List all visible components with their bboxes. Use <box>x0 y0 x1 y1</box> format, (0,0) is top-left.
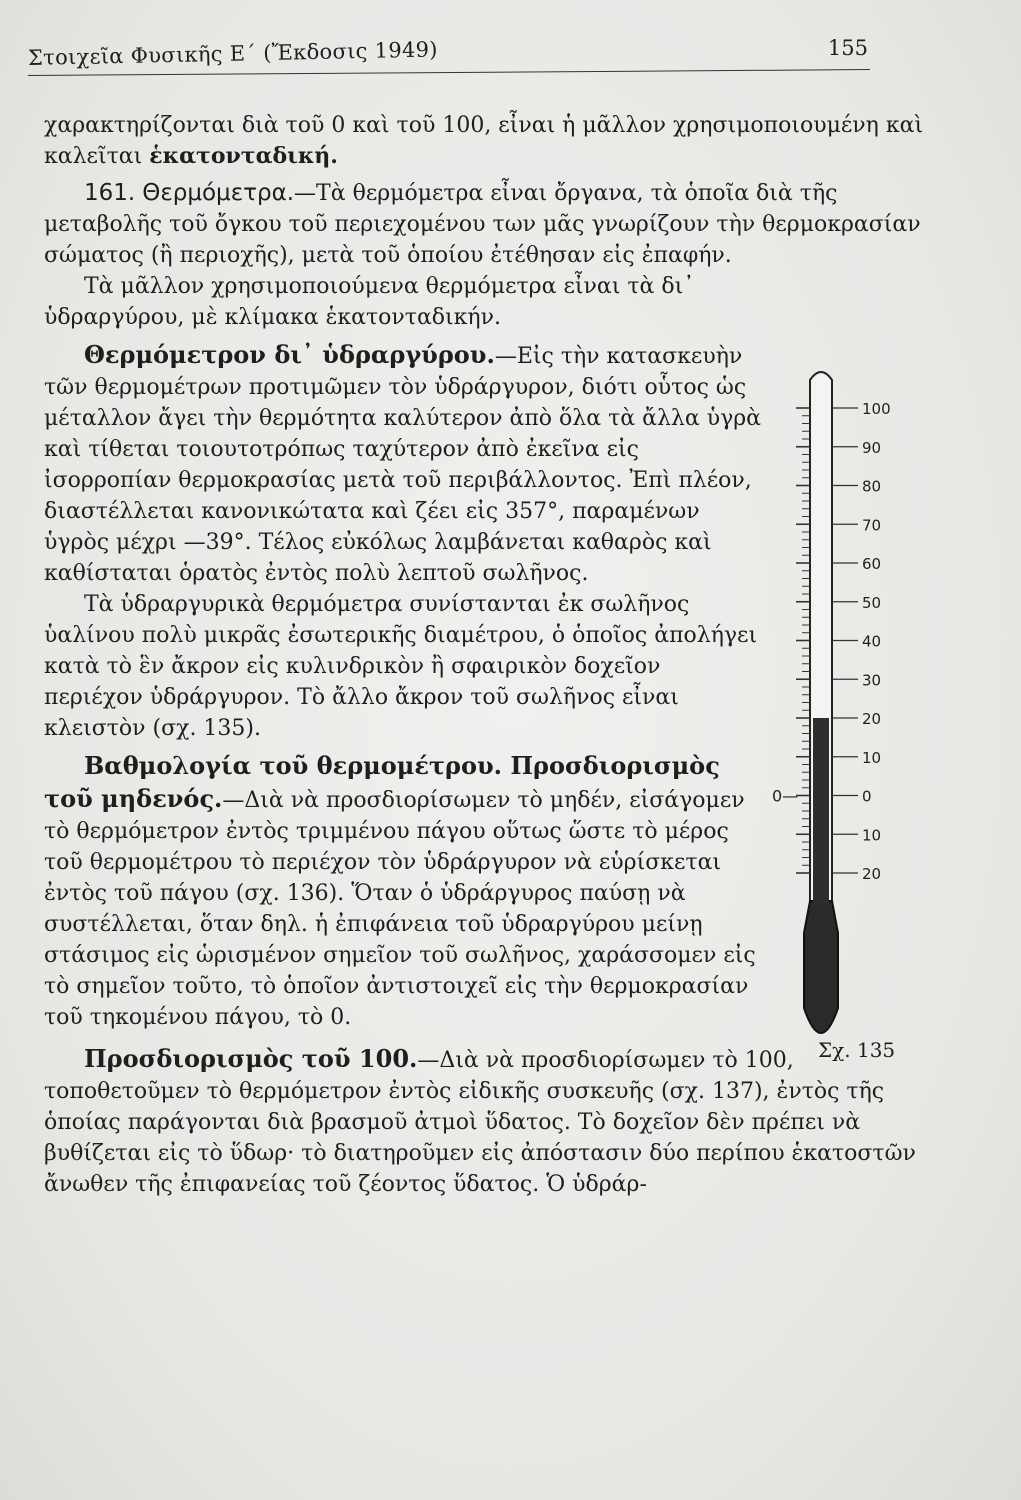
paragraph-1 <box>44 110 924 172</box>
term-hekatontadike: ἑκατονταδική. <box>149 143 338 169</box>
hundred-text: —Διὰ νὰ προσδιορίσωμεν τὸ 100, τοποθετοῦμεν τὸ θερμόμετρον ἐντὸς εἰδικῆς συσκευῆς (σχ. 137), ἐντὸς τῆς ὁποίας παράγονται διὰ βρασμοῦ ἀτμοὶ ὕδατος. Τὸ δοχεῖον δὲν πρέπει νὰ βυθίζεται εἰς τὸ ὕδωρ· τὸ διατηροῦμεν εἰς ἀπόστασιν δύο περίπου ἑκατοστῶν ἄνωθεν τῆς ἐπιφανείας τοῦ ζέοντος ὕδατος. Ὁ ὑδράρ- <box>44 1048 916 1197</box>
mercury-thermometer-paragraph <box>44 339 764 589</box>
zero-marker-label: 0— <box>772 786 799 806</box>
paragraph-2: Τὰ μᾶλλον χρησιμοποιούμενα θερμόμετρα εἶναι τὰ δι᾽ ὑδραργύρου, μὲ κλίμακα ἑκατονταδικήν. <box>44 274 695 330</box>
section-title: Θερμόμετρα. <box>142 180 295 206</box>
paragraph-1-text: χαρακτηρίζονται διὰ τοῦ 0 καὶ τοῦ 100, εἶναι ἡ μᾶλλον χρησιμοποιουμένη καὶ καλεῖται <box>44 113 924 169</box>
page-number: 155 <box>827 36 868 60</box>
zero-calibration-paragraph <box>44 750 764 1033</box>
hundred-calibration-paragraph <box>44 1043 924 1200</box>
scale-label: 20 <box>862 865 882 883</box>
scale-label: 60 <box>862 555 882 573</box>
header-title: Στοιχεῖα Φυσικῆς Ε΄ (Ἔκδοσις 1949) <box>27 37 439 70</box>
thermometer-drawing <box>772 372 891 1033</box>
mercury-column <box>813 718 829 905</box>
scale-label: 0 <box>862 787 872 806</box>
scale-label: 70 <box>862 516 882 535</box>
scale-label: 10 <box>862 826 882 845</box>
thermometer-figure <box>770 368 900 1048</box>
mercury-text: —Εἰς τὴν κατασκευὴν τῶν θερμομέτρων προτιμῶμεν τὸν ὑδράργυρον, διότι οὗτος ὡς μέταλλον ἄγει τὴν θερμότητα καλύτερον ἀπὸ ὅλα τὰ ἄλλα ὑγρὰ καὶ τίθεται τοιουτοτρόπως ταχύτερον ἀπὸ ἐκεῖνα εἰς ἰσορροπίαν θερμοκρασίας μετὰ τοῦ περιβάλλοντος. Ἐπὶ πλέον, διαστέλλεται κανονικώτατα καὶ ζέει εἰς 357°, παραμένων ὑγρὸς μέχρι —39°. Τέλος εὐκόλως λαμβάνεται καθαρὸς καὶ καθίσταται ὁρατὸς ἐντὸς πολὺ λεπτοῦ σωλῆνος. <box>44 344 762 586</box>
zero-heading: Βαθμολογία τοῦ θερμομέτρου. Προσδιορισμὸς τοῦ μηδενός. <box>44 751 720 813</box>
thermometer-bulb <box>804 901 838 1033</box>
section-161-text: —Τὰ θερμόμετρα εἶναι ὄργανα, τὰ ὁποῖα διὰ τῆς μεταβολῆς τοῦ ὄγκου τοῦ περιεχομένου των μᾶς γνωρίζουν τὴν θερμοκρασίαν σώματος (ἢ περιοχῆς), μετὰ τοῦ ὁποίου ἐτέθησαν εἰς ἐπαφήν. <box>44 181 921 268</box>
scale-label: 80 <box>862 477 882 496</box>
zero-text: —Διὰ νὰ προσδιορίσωμεν τὸ μηδέν, εἰσάγομεν τὸ θερμόμετρον ἐντὸς τριμμένου πάγου οὕτως ὥστε τὸ μέρος τοῦ θερμομέτρου τὸ περιέχον τὸν ὑδράργυρον νὰ εὑρίσκεται ἐντὸς τοῦ πάγου (σχ. 136). Ὅταν ὁ ὑδράργυρος παύσῃ νὰ συστέλλεται, ὅταν δηλ. ἡ ἐπιφάνεια τοῦ ὑδραργύρου μείνῃ στάσιμος εἰς ὡρισμένον σημεῖον τοῦ σωλῆνος, χαράσσομεν εἰς τὸ σημεῖον τοῦτο, τὸ ὁποῖον ἀντιστοιχεῖ εἰς τὴν θερμοκρασίαν τοῦ τηκομένου πάγου, τὸ 0. <box>44 788 756 1030</box>
scale-label: 50 <box>862 593 882 612</box>
scale-label: 30 <box>862 671 882 690</box>
scale-label: 100 <box>862 400 891 418</box>
section-number: 161. <box>84 180 136 206</box>
scale-label: 40 <box>862 632 882 651</box>
section-161 <box>44 178 924 271</box>
mercury-heading: Θερμόμετρον δι᾽ ὑδραργύρου. <box>84 340 495 369</box>
scale-label: 90 <box>862 438 882 457</box>
paragraph-3: Τὰ ὑδραργυρικὰ θερμόμετρα συνίστανται ἐκ σωλῆνος ὑαλίνου πολὺ μικρᾶς ἐσωτερικῆς διαμέτρου, ὁ ὁποῖος ἀπολήγει κατὰ τὸ ἓν ἄκρον εἰς κυλινδρικὸν ἢ σφαιρικὸν δοχεῖον περιέχον ὑδράργυρον. Τὸ ἄλλο ἄκρον τοῦ σωλῆνος εἶναι κλειστὸν (σχ. 135). <box>44 592 758 741</box>
hundred-heading: Προσδιορισμὸς τοῦ 100. <box>84 1044 418 1073</box>
scale-label: 20 <box>862 710 882 728</box>
figure-caption: Σχ. 135 <box>818 1038 896 1062</box>
scale-label: 10 <box>862 748 882 767</box>
